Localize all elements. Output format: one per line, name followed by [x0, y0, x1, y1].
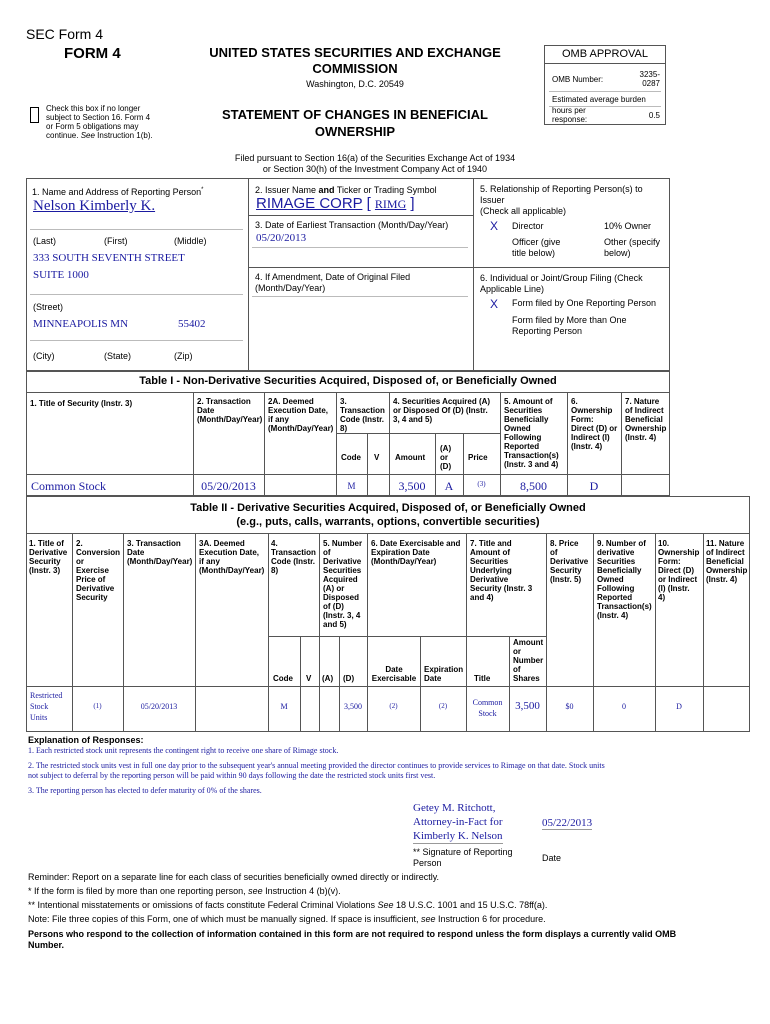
director-check[interactable]: X [490, 219, 499, 233]
t2-row-code: M [280, 702, 288, 711]
signature-date: 05/22/2013 [542, 817, 593, 829]
issuer-name: RIMAGE CORP [ RIMG ] [256, 195, 415, 212]
officer-label: Officer (give title below) [512, 237, 561, 258]
t2-h3: 3. Transaction Date (Month/Day/Year) [127, 539, 193, 566]
one-person-label: Form filed by One Reporting Person [512, 298, 657, 308]
box4-label: 4. If Amendment, Date of Original Filed (Month/Day/Year) [255, 272, 411, 293]
t2-sub-v: V [306, 674, 312, 683]
footer-note-2: ** Intentional misstatements or omissions of facts constitute Federal Criminal Violations See 18 U.S.C. 1001 and 15 U.S.C. 78ff(a). [28, 900, 548, 910]
doc-label: SEC Form 4 [26, 26, 104, 42]
t1-sub-amount: Amount [395, 453, 426, 462]
t2-h1: 1. Title of Derivative Security (Instr. 3) [29, 539, 68, 575]
statement-title: STATEMENT OF CHANGES IN BENEFICIAL OWNERSHIP [221, 107, 489, 139]
t2-row-form: D [676, 702, 682, 711]
t1-row-form: D [589, 479, 599, 493]
t2-sub-code: Code [273, 674, 293, 683]
agency-location: Washington, D.C. 20549 [306, 79, 404, 89]
director-label: Director [512, 221, 544, 231]
box1-label: 1. Name and Address of Reporting Person* [32, 187, 204, 197]
t2-h6: 6. Date Exercisable and Expiration Date (Month/Day/Year) [371, 539, 461, 566]
explanation-note-2: 2. The restricted stock units vest in full one day prior to the subsequent year's annual meeting provided the director continues to provide services to Rimage on that date. Stock units not subject to deferral by the reporting person will be paid within 90 days following the date the restricted stock units first vest. [28, 761, 605, 780]
t2-row-date: 05/20/2013 [140, 702, 178, 711]
form-title: FORM 4 [64, 45, 121, 62]
city-state: MINNEAPOLIS MN [33, 318, 129, 330]
t2-row-d: 3,500 [344, 702, 362, 711]
t2-row-conversion: (1) [93, 702, 102, 710]
zip-code: 55402 [178, 318, 206, 330]
t2-row-price: $0 [565, 702, 574, 711]
omb-approval-box [544, 45, 666, 125]
label-zip: (Zip) [174, 351, 193, 361]
agency-title: UNITED STATES SECURITIES AND EXCHANGE COMMISSION [209, 45, 501, 76]
omb-number-label: OMB Number: [552, 75, 604, 84]
t2-sub-d: (D) [343, 674, 355, 683]
check-box[interactable] [30, 107, 39, 123]
t2-sub-expiration: Expiration Date [424, 665, 464, 683]
box2-label: 2. Issuer Name and Ticker or Trading Symbol [255, 185, 437, 195]
t2-h4: 4. Transaction Code (Instr. 8) [271, 539, 316, 575]
t1-sub-code: Code [341, 453, 361, 462]
t1-row-amount: 3,500 [398, 479, 426, 493]
footer-note-3: Note: File three copies of this Form, one of which must be manually signed. If space is insufficient, see Instruction 6 for procedure. [28, 914, 546, 924]
more-persons-label: Form filed by More than One Reporting Person [512, 315, 627, 336]
table-1-title: Table I - Non-Derivative Securities Acquired, Disposed of, or Beneficially Owned [139, 375, 557, 387]
t2-row-expiration: (2) [438, 702, 448, 710]
t2-h5: 5. Number of Derivative Securities Acquired (A) or Disposed of (D) (Instr. 3, 4 and 5) [323, 539, 363, 629]
t2-h11: 11. Nature of Indirect Beneficial Ownership (Instr. 4) [706, 539, 748, 584]
label-state: (State) [104, 351, 132, 361]
omb-burden-label: Estimated average burden [552, 95, 646, 104]
t2-h3a: 3A. Deemed Execution Date, if any (Month/Day/Year) [199, 539, 265, 575]
reporting-person-name: Nelson Kimberly K. [33, 198, 156, 214]
box5-label: 5. Relationship of Reporting Person(s) to Issuer (Check all applicable) [480, 184, 643, 216]
other-label: Other (specify below) [604, 237, 661, 258]
t2-h8: 8. Price of Derivative Security (Instr. 5) [550, 539, 589, 584]
t1-sub-aord: (A) or (D) [440, 444, 452, 471]
t2-sub-amount: Amount or Number of Shares [513, 638, 544, 683]
t2-sub-exercisable: Date Exercisable [371, 665, 417, 683]
one-person-check[interactable]: X [490, 297, 499, 311]
box6-label: 6. Individual or Joint/Group Filing (Check Applicable Line) [480, 273, 643, 294]
t1-h6: 6. Ownership Form: Direct (D) or Indirect (I) (Instr. 4) [571, 397, 618, 451]
explanation-note-1: 1. Each restricted stock unit represents the contingent right to receive one share of Rimage stock. [28, 746, 339, 755]
explanation-note-3: 3. The reporting person has elected to defer maturity of 0% of the shares. [28, 786, 262, 795]
t1-row-price: (3) [477, 480, 486, 488]
t2-row-exercisable: (2) [389, 702, 398, 710]
table-2-title: Table II - Derivative Securities Acquired, Disposed of, or Beneficially Owned (e.g., puts, calls, warrants, options, convertible securities) [190, 502, 586, 528]
t2-row-under-amount: 3,500 [515, 700, 540, 712]
street-line-2: SUITE 1000 [33, 269, 89, 281]
t1-row-title: Common Stock [31, 479, 107, 493]
check-box-label: Check this box if no longer subject to Section 16. Form 4 or Form 5 obligations may continue. See Instruction 1(b). [46, 104, 153, 140]
ten-percent-owner-label: 10% Owner [604, 221, 652, 231]
signature-label: ** Signature of Reporting Person [413, 847, 513, 868]
signature: Getey M. Ritchott, Attorney-in-Fact for Kimberly K. Nelson [413, 802, 503, 842]
label-first: (First) [104, 236, 128, 246]
t2-row-owned: 0 [622, 702, 626, 711]
t1-sub-price: Price [468, 453, 488, 462]
footer-note-4: Persons who respond to the collection of information contained in this form are not required to respond unless the form displays a currently valid OMB Number. [28, 929, 677, 950]
t2-h7: 7. Title and Amount of Securities Underlying Derivative Security (Instr. 3 and 4) [470, 539, 533, 602]
t1-h5: 5. Amount of Securities Beneficially Owned Following Reported Transaction(s) (Instr. 3 and 4) [504, 397, 559, 469]
t2-h2: 2. Conversion or Exercise Price of Derivative Security [76, 539, 121, 602]
omb-title: OMB APPROVAL [545, 46, 665, 64]
t1-row-owned: 8,500 [520, 479, 547, 493]
t1-row-aord: A [444, 479, 454, 493]
t2-row-title: Restricted Stock Units [30, 691, 63, 722]
t1-h3: 3. Transaction Code (Instr. 8) [340, 397, 385, 433]
filed-pursuant: Filed pursuant to Section 16(a) of the Securities Exchange Act of 1934 or Section 30(h) of the Investment Company Act of 1940 [234, 153, 516, 174]
t1-sub-v: V [374, 453, 380, 462]
omb-hours-label: hours per response: [552, 106, 588, 124]
omb-hours-value: 0.5 [648, 111, 660, 120]
date-label: Date [542, 853, 562, 863]
explanation-heading: Explanation of Responses: [28, 735, 144, 745]
t1-h2a: 2A. Deemed Execution Date, if any (Month/Day/Year) [268, 397, 334, 433]
footer-reminder: Reminder: Report on a separate line for each class of securities beneficially owned directly or indirectly. [28, 872, 440, 882]
t1-h2: 2. Transaction Date (Month/Day/Year) [197, 397, 263, 424]
label-street: (Street) [33, 302, 64, 312]
t2-sub-title: Title [474, 674, 491, 683]
earliest-transaction-date: 05/20/2013 [256, 232, 307, 244]
label-city: (City) [33, 351, 55, 361]
footer-note-1: * If the form is filed by more than one reporting person, see Instruction 4 (b)(v). [28, 886, 341, 896]
t2-sub-a: (A) [322, 674, 334, 683]
t2-h10: 10. Ownership Form: Direct (D) or Indirect (I) (Instr. 4) [658, 539, 700, 602]
t1-row-code: M [347, 481, 356, 491]
box3-label: 3. Date of Earliest Transaction (Month/Day/Year) [255, 220, 449, 230]
t1-h7: 7. Nature of Indirect Beneficial Ownership (Instr. 4) [625, 397, 667, 442]
t1-row-date: 05/20/2013 [201, 479, 256, 493]
label-middle: (Middle) [174, 236, 207, 246]
label-last: (Last) [33, 236, 57, 246]
t1-h4: 4. Securities Acquired (A) or Disposed Of (D) (Instr. 3, 4 and 5) [393, 397, 491, 424]
street-line-1: 333 SOUTH SEVENTH STREET [33, 252, 185, 264]
t2-h9: 9. Number of derivative Securities Beneficially Owned Following Reported Transaction(s) (Instr. 4) [597, 539, 652, 620]
t2-row-under-title: Common Stock [472, 698, 503, 718]
omb-number-value: 3235- 0287 [639, 70, 660, 88]
t1-h1: 1. Title of Security (Instr. 3) [30, 399, 133, 408]
